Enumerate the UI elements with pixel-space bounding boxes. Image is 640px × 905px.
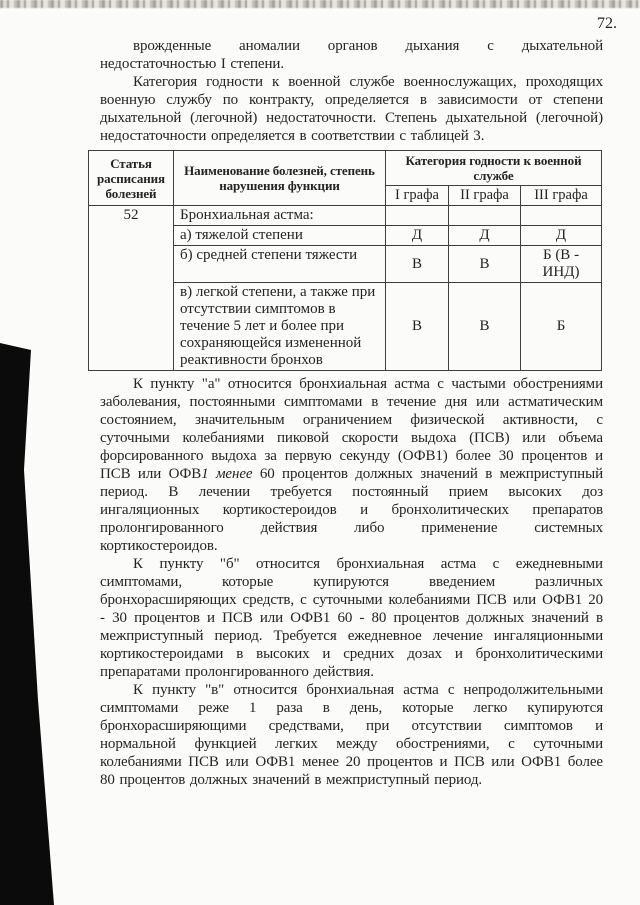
text-line: бронхорасширяющих средств, с суточными колебаниями ПСВ или ОФВ1 20 bbox=[100, 592, 603, 608]
text-line: - 30 процентов и ПСВ или ОФВ1 60 - 80 процентов должных значений в bbox=[100, 610, 603, 626]
text-line: кортикостероидов. bbox=[100, 538, 218, 554]
text-line: форсированного выдоха за первую секунду (ОФВ1) более 30 процентов и bbox=[100, 448, 603, 464]
fitness-category-table bbox=[88, 150, 602, 371]
grade-cell-grafa-2 bbox=[449, 206, 521, 226]
text-line: симптомами, которые купируются введением различных bbox=[100, 574, 603, 590]
page-number: 72. bbox=[597, 15, 617, 32]
column-header-disease: Наименование болезней, степень нарушения функции bbox=[174, 151, 386, 206]
text-line: ингаляционных кортикостероидов и бронхолитических препаратов bbox=[100, 502, 603, 518]
text-line: межприступный период. Требуется ежедневное лечение ингаляционными bbox=[100, 628, 603, 644]
table-header-row-1 bbox=[89, 151, 602, 186]
column-header-grafa-3: III графа bbox=[521, 186, 602, 206]
grade-cell-grafa-3: Д bbox=[521, 226, 602, 246]
paragraph-intro-continuation bbox=[100, 37, 603, 73]
text-line: К пункту "б" относится бронхиальная астма с ежедневными bbox=[133, 556, 603, 572]
grade-cell-grafa-2: В bbox=[449, 283, 521, 371]
grade-cell-grafa-3: Б (В - ИНД) bbox=[521, 246, 602, 283]
paragraph-category-rule bbox=[100, 73, 603, 145]
grade-cell-grafa-2: В bbox=[449, 246, 521, 283]
text-line: период. В лечении требуется постоянный прием высоких доз bbox=[100, 484, 603, 500]
text-line: ПСВ или ОФВ1 менее 60 процентов должных значений в межприступный bbox=[100, 466, 604, 482]
paragraph-point-b bbox=[100, 555, 603, 681]
text-line: К пункту "в" относится бронхиальная астма с непродолжительными bbox=[133, 682, 603, 698]
text-line: колебаниями ПСВ или ОФВ1 менее 20 процентов и ПСВ или ОФВ1 более bbox=[100, 754, 603, 770]
text-line: состоянием, значительным ограничением физической активности, с bbox=[100, 412, 603, 428]
text-line: кортикостероидами в высоких и средних дозах и бронхолитическими bbox=[100, 646, 603, 662]
table-row bbox=[89, 206, 602, 226]
text-line: нормальной функцией легких между обострениями, с суточными bbox=[100, 736, 603, 752]
disease-name-cell: в) легкой степени, а также при отсутствии симптомов в течение 5 лет и более при сохраняющейся измененной реактивности бронхов bbox=[174, 283, 386, 371]
column-header-category: Категория годности к военной службе bbox=[386, 151, 602, 186]
article-number-cell: 52 bbox=[89, 206, 174, 371]
text-line: К пункту "а" относится бронхиальная астма с частыми обострениями bbox=[133, 376, 603, 392]
grade-cell-grafa-3 bbox=[521, 206, 602, 226]
text-line: военную службу по контракту, определяется в зависимости от степени bbox=[100, 92, 603, 108]
grade-cell-grafa-3: Б bbox=[521, 283, 602, 371]
disease-name-cell: Бронхиальная астма: bbox=[174, 206, 386, 226]
disease-name-cell: б) средней степени тяжести bbox=[174, 246, 386, 283]
text-line: заболевания, постоянными симптомами в течение дня или астматическим bbox=[100, 394, 603, 410]
paragraph-point-c bbox=[100, 681, 603, 789]
text-line: 80 процентов должных значений в межприступный период. bbox=[100, 772, 483, 788]
text-line: недостаточностью I степени. bbox=[100, 56, 284, 72]
column-header-grafa-1: I графа bbox=[386, 186, 449, 206]
grade-cell-grafa-1: Д bbox=[386, 226, 449, 246]
table-header bbox=[89, 151, 602, 206]
disease-name-cell: а) тяжелой степени bbox=[174, 226, 386, 246]
table-body bbox=[89, 206, 602, 371]
text-line: суточными колебаниями пиковой скорости выдоха (ПСВ) или объема bbox=[100, 430, 603, 446]
grade-cell-grafa-1: В bbox=[386, 246, 449, 283]
text-line: дыхательной (легочной) недостаточности. Степень дыхательной (легочной) bbox=[100, 110, 603, 126]
column-header-article: Статья расписания болезней bbox=[89, 151, 174, 206]
paragraph-point-a bbox=[100, 375, 603, 555]
text-line: Категория годности к военной службе военнослужащих, проходящих bbox=[133, 74, 603, 90]
grade-cell-grafa-1 bbox=[386, 206, 449, 226]
grade-cell-grafa-2: Д bbox=[449, 226, 521, 246]
column-header-grafa-2: II графа bbox=[449, 186, 521, 206]
text-line: симптомами реже 1 раза в день, которые легко купируются bbox=[100, 700, 603, 716]
grade-cell-grafa-1: В bbox=[386, 283, 449, 371]
text-line: бронхорасширяющими средствами, при отсутствии симптомов и bbox=[100, 718, 603, 734]
text-line: препаратами пролонгированного действия. bbox=[100, 664, 374, 680]
text-line: пролонгированного действия либо применение системных bbox=[100, 520, 603, 536]
text-line: врожденные аномалии органов дыхания с дыхательной bbox=[133, 38, 603, 54]
text-line: недостаточности определяется в соответствии с таблицей 3. bbox=[100, 128, 485, 144]
